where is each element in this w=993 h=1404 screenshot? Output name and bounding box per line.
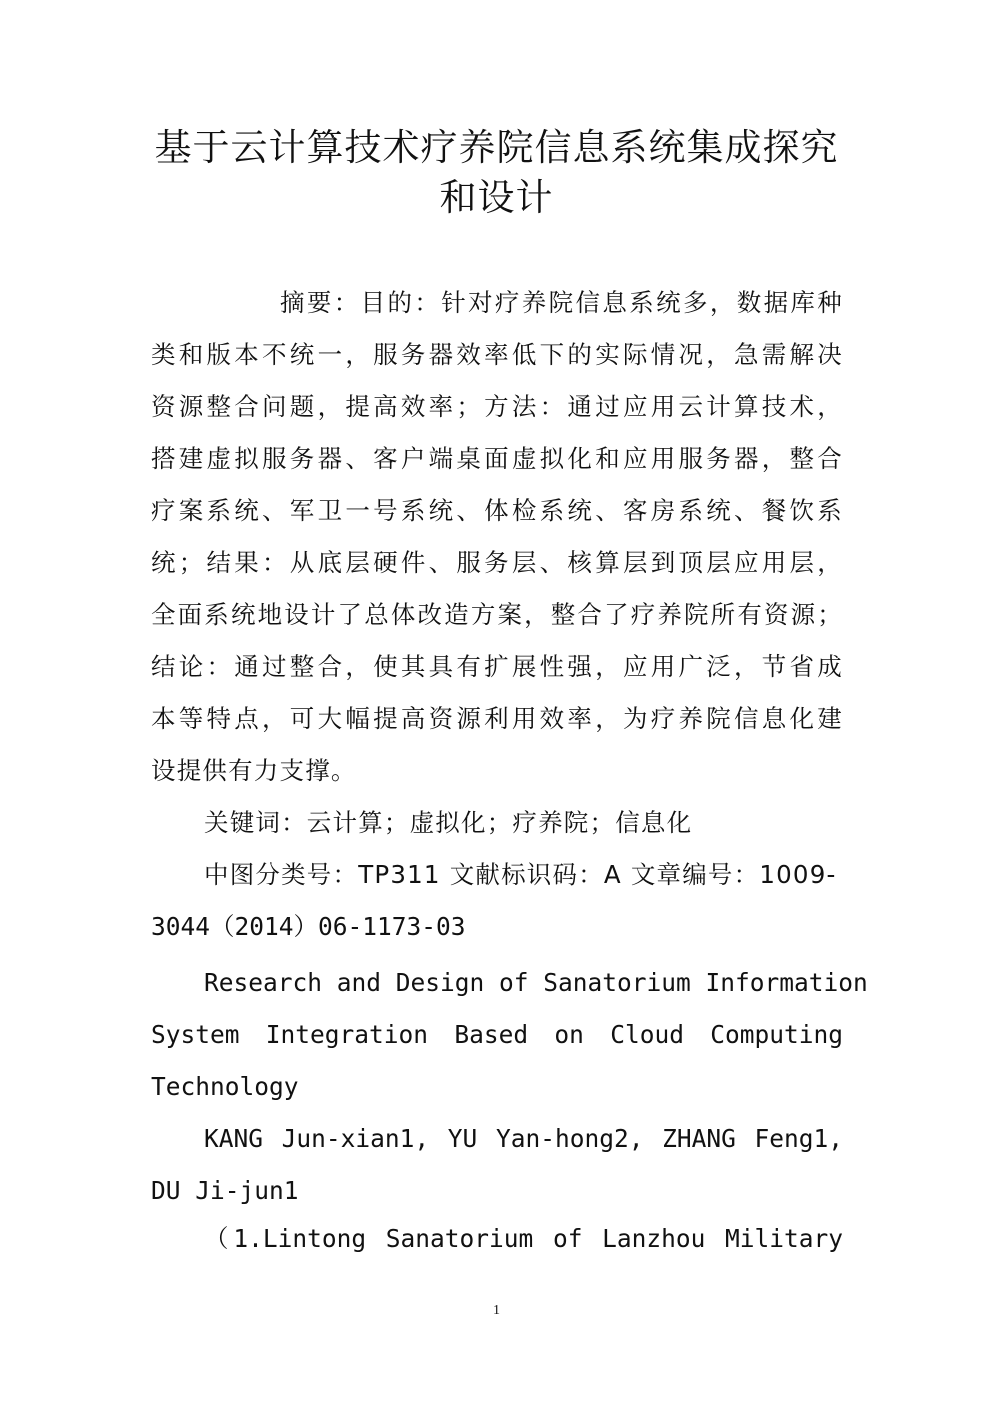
- affiliation-line: （1.Lintong Sanatorium of Lanzhou Military: [204, 1224, 843, 1253]
- abstract-line: 结论：通过整合，使其具有扩展性强，应用广泛，节省成: [151, 652, 843, 681]
- classification-line-2: 3044（2014）06-1173-03: [151, 912, 466, 941]
- paper-title-line-2: 和设计: [439, 176, 554, 219]
- authors-line: KANG Jun-xian1, YU Yan-hong2, ZHANG Feng1,: [204, 1124, 843, 1153]
- abstract-line: 本等特点，可大幅提高资源利用效率，为疗养院信息化建: [151, 704, 843, 733]
- page-number: 1: [493, 1303, 500, 1318]
- abstract-line: 搭建虚拟服务器、客户端桌面虚拟化和应用服务器，整合: [151, 444, 843, 473]
- classification-line-1: 中图分类号：TP311 文献标识码：A 文章编号：1009-: [204, 860, 837, 889]
- abstract-line: 疗案系统、军卫一号系统、体检系统、客房系统、餐饮系: [151, 496, 843, 525]
- abstract-line: 统；结果：从底层硬件、服务层、核算层到顶层应用层，: [151, 548, 843, 577]
- abstract-line: 摘要：目的：针对疗养院信息系统多，数据库种: [280, 288, 843, 317]
- abstract-line: 类和版本不统一，服务器效率低下的实际情况，急需解决: [151, 340, 843, 369]
- abstract-line: 资源整合问题，提高效率；方法：通过应用云计算技术，: [151, 392, 843, 421]
- english-title-line: System Integration Based on Cloud Computing: [151, 1020, 843, 1049]
- abstract-line: 全面系统地设计了总体改造方案，整合了疗养院所有资源；: [151, 600, 843, 629]
- english-title-line: Technology: [151, 1072, 299, 1101]
- english-title-line: Research and Design of Sanatorium Information: [204, 968, 868, 997]
- keywords: 关键词：云计算；虚拟化；疗养院；信息化: [204, 808, 693, 837]
- abstract-line: 设提供有力支撑。: [151, 756, 357, 785]
- paper-title-line-1: 基于云计算技术疗养院信息系统集成探究: [154, 126, 839, 169]
- authors-line: DU Ji-jun1: [151, 1176, 299, 1205]
